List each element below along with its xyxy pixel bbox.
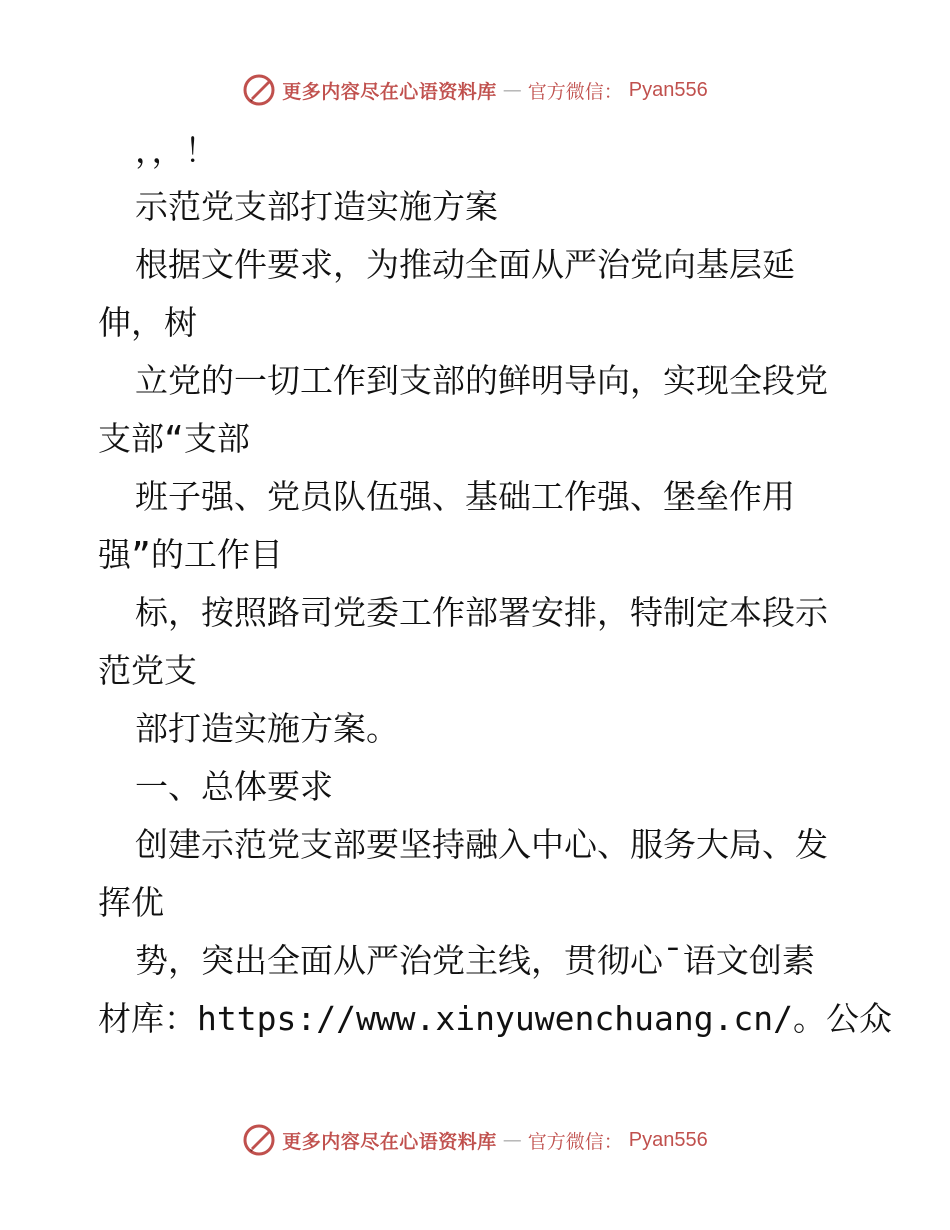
footer-banner <box>0 1120 950 1160</box>
banner-contact-id: Pyan556 <box>628 1128 708 1151</box>
header-banner <box>0 70 950 110</box>
text-line: 立党的一切工作到支部的鲜明导向，实现全段党 <box>135 361 828 400</box>
section-heading: 一、总体要求 <box>135 767 333 806</box>
banner-contact-id: Pyan556 <box>628 78 708 101</box>
text-line: 标，按照路司党委工作部署安排，特制定本段示 <box>135 593 828 632</box>
text-line: 挥优 <box>98 883 164 922</box>
text-line: 根据文件要求，为推动全面从严治党向基层延 <box>135 245 795 284</box>
banner-title: 更多内容尽在心语资料库 <box>282 1130 497 1153</box>
banner-contact-label: 官方微信： <box>527 1130 623 1153</box>
text-line: 创建示范党支部要坚持融入中心、服务大局、发 <box>135 825 828 864</box>
banner-title: 更多内容尽在心语资料库 <box>282 80 497 103</box>
text-line: 范党支 <box>98 651 197 690</box>
text-line: 班子强、党员队伍强、基础工作强、堡垒作用 <box>135 477 795 516</box>
banner-dash: — <box>502 79 522 101</box>
quill-pen-logo-icon <box>242 1123 276 1157</box>
banner-dash: — <box>502 1129 522 1151</box>
text-line: 示范党支部打造实施方案 <box>135 187 498 226</box>
text-line: 材库：https://www.xinyuwenchuang.cn/。公众 <box>98 999 893 1038</box>
text-line: 支部“支部 <box>98 419 250 458</box>
text-line: 势，突出全面从严治党主线，贯彻心¯语文创素 <box>135 941 815 980</box>
banner-contact-label: 官方微信： <box>527 80 623 103</box>
quill-pen-logo-icon <box>242 73 276 107</box>
text-line: 强”的工作目 <box>98 535 283 574</box>
text-line: 伸，树 <box>98 303 197 342</box>
text-line: 部打造实施方案。 <box>135 709 399 748</box>
text-line: ，，！ <box>135 131 218 170</box>
